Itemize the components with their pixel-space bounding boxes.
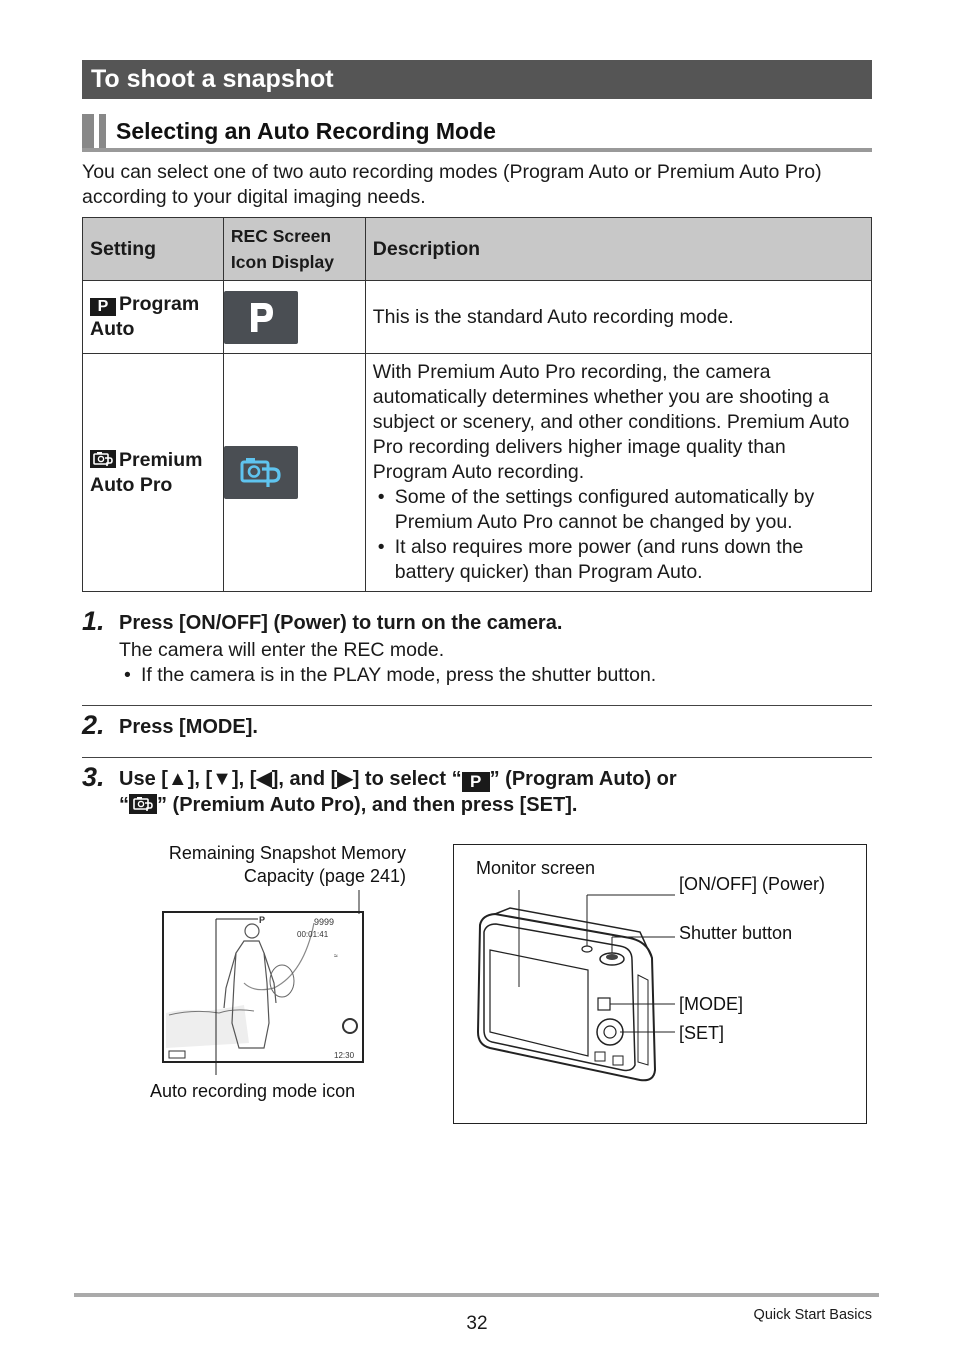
section-title-bar	[82, 60, 872, 99]
callout-lines	[150, 890, 380, 1090]
table-header: REC Screen Icon Display	[223, 218, 365, 281]
setting-cell	[83, 281, 224, 354]
page-number: 32	[466, 1313, 488, 1334]
table-header: Setting	[83, 218, 224, 281]
step-number: 3.	[82, 762, 105, 792]
step-title: Press [MODE].	[119, 716, 258, 738]
subsection-title: Selecting an Auto Recording Mode	[116, 118, 496, 144]
step-number: 2.	[82, 710, 105, 740]
heading-underline	[82, 148, 872, 152]
divider	[82, 705, 872, 706]
divider	[82, 757, 872, 758]
list-item: • Some of the settings configured automatically by Premium Auto Pro cannot be changed by you.	[373, 485, 864, 535]
list-item: • If the camera is in the PLAY mode, press the shutter button.	[119, 663, 869, 688]
description-text: With Premium Auto Pro recording, the camera automatically determines whether you are shooting a subject or scenery, and other conditions. Premium Auto Pro recording delivers higher image quality than Program Auto recording.	[372, 361, 850, 483]
step-title: Press [ON/OFF] (Power) to turn on the camera.	[119, 612, 563, 634]
camera-illustration	[470, 880, 680, 1090]
right-arrow-icon: ▶	[337, 768, 353, 790]
step-body	[119, 638, 869, 688]
mode-icon-label: Auto recording mode icon	[150, 1081, 356, 1101]
footer-rule	[74, 1293, 879, 1297]
step-text: The camera will enter the REC mode.	[119, 639, 445, 661]
svg-text:9999: 9999	[314, 917, 335, 927]
description-text: This is the standard Auto recording mode.	[372, 305, 734, 328]
step-title: Use [▲], [▼], [◀], and [▶] to select “ P ” (Program Auto) or “ ” (Premium Auto Pro), and then press [SET].	[119, 768, 677, 816]
description-bullets	[373, 485, 864, 585]
remaining-memory-label: Remaining Snapshot Memory Capacity (page 241)	[168, 843, 406, 886]
monitor-screen-label: Monitor screen	[476, 858, 596, 878]
shutter-button-label: Shutter button	[679, 923, 793, 943]
mode-button-label: [MODE]	[679, 994, 744, 1014]
icon-cell	[223, 354, 365, 592]
description-cell	[365, 354, 871, 592]
power-button-label: [ON/OFF] (Power)	[679, 874, 826, 894]
premium-auto-pro-icon	[90, 450, 116, 468]
svg-text:12:30: 12:30	[334, 1051, 355, 1060]
premium-auto-pro-icon	[129, 794, 157, 814]
table-header-row	[83, 218, 872, 281]
premium-auto-pro-icon	[224, 446, 298, 499]
section-title: To shoot a snapshot	[91, 65, 334, 93]
down-arrow-icon: ▼	[212, 768, 232, 790]
left-arrow-icon: ◀	[256, 768, 272, 790]
setting-name: Premium Auto Pro	[90, 448, 203, 496]
description-cell	[365, 281, 871, 354]
setting-name: Program Auto	[90, 293, 200, 340]
table-header: Description	[365, 218, 871, 281]
step-number: 1.	[82, 606, 105, 636]
mode-table	[82, 217, 872, 592]
program-auto-icon: P	[462, 772, 490, 792]
table-row	[83, 354, 872, 592]
icon-cell	[223, 281, 365, 354]
intro-paragraph: You can select one of two auto recording modes (Program Auto or Premium Auto Pro) according to your digital imaging needs.	[82, 161, 822, 208]
svg-text:≈: ≈	[334, 953, 338, 960]
footer-section-label: Quick Start Basics	[753, 1307, 872, 1323]
program-auto-icon	[224, 291, 298, 344]
setting-cell	[83, 354, 224, 592]
subsection-heading	[82, 114, 872, 152]
heading-marker	[82, 114, 94, 151]
svg-text:00:01:41: 00:01:41	[297, 930, 329, 939]
svg-text:P: P	[259, 915, 266, 925]
table-row	[83, 281, 872, 354]
program-auto-icon: P	[90, 298, 116, 316]
up-arrow-icon: ▲	[167, 768, 188, 790]
heading-marker	[99, 114, 106, 151]
list-item: • It also requires more power (and runs down the battery quicker) than Program Auto.	[373, 535, 864, 585]
set-button-label: [SET]	[679, 1023, 725, 1043]
